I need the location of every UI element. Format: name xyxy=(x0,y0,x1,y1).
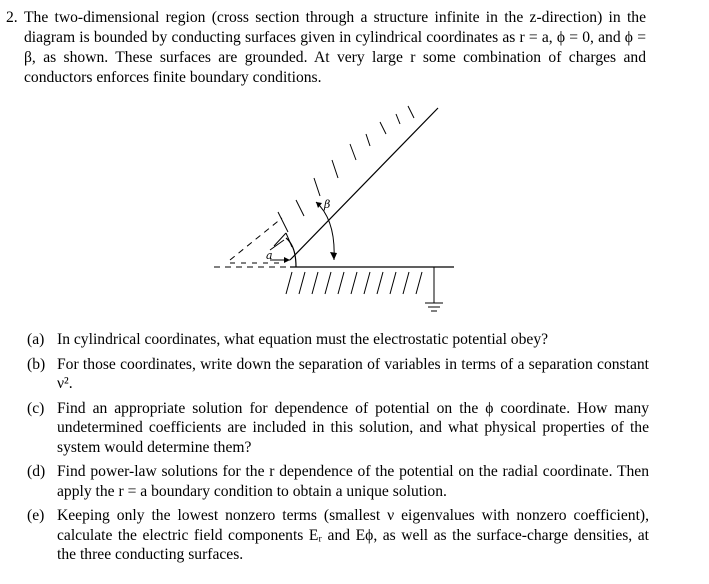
part-text: Find an appropriate solution for dependence of potential on the ϕ coordinate. How many undetermined coefficients are included in this solution, and what physical properties of the system would determine them? xyxy=(57,399,649,456)
part-text: Keeping only the lowest nonzero terms (smallest ν eigenvalues with nonzero coefficient), calculate the electric field components Eᵣ and Eϕ, as well as the surface-charge densities, at the three conducting surfaces. xyxy=(57,507,649,563)
part-a xyxy=(27,330,649,350)
part-label: (d) xyxy=(27,463,46,480)
dashed-angled-line xyxy=(230,218,282,260)
ground-hatching xyxy=(286,272,422,294)
label-beta: β xyxy=(324,198,331,211)
part-label: (a) xyxy=(27,331,45,348)
inner-hatching xyxy=(270,233,286,250)
part-e xyxy=(27,506,649,565)
part-label: (c) xyxy=(27,399,45,417)
problem-text: The two-dimensional region (cross section through a structure infinite in the z-direction) in the diagram is bounded by conducting surfaces given in cylindrical coordinates as r = a, ϕ = 0, and ϕ = β, as shown. These surfaces are grounded. At very large r some combination of charges and conductors enforces finite boundary conditions. xyxy=(24,9,646,86)
problem-statement xyxy=(6,8,656,88)
problem-number: 2. xyxy=(6,9,18,26)
part-c xyxy=(27,399,649,458)
part-b xyxy=(27,355,649,394)
question-parts xyxy=(27,330,649,570)
conductor-r-a xyxy=(286,238,296,267)
label-a: a xyxy=(266,249,273,262)
part-label: (b) xyxy=(27,355,46,373)
ground-symbol xyxy=(425,267,443,311)
part-d xyxy=(27,462,649,501)
radius-arrowhead xyxy=(284,257,290,263)
part-label: (e) xyxy=(27,507,45,524)
part-text: Find power-law solutions for the r dependence of the potential on the radial coordinate. Then apply the r = a boundary condition to obtain a unique solution. xyxy=(57,463,649,500)
part-text: In cylindrical coordinates, what equation must the electrostatic potential obey? xyxy=(57,331,549,348)
angled-hatching xyxy=(278,106,414,247)
conductor-phi-beta xyxy=(290,108,438,260)
angle-arrow-bottom xyxy=(330,252,337,260)
part-text: For those coordinates, write down the separation of variables in terms of a separation constant ν². xyxy=(57,355,649,392)
boundary-diagram xyxy=(200,100,460,320)
